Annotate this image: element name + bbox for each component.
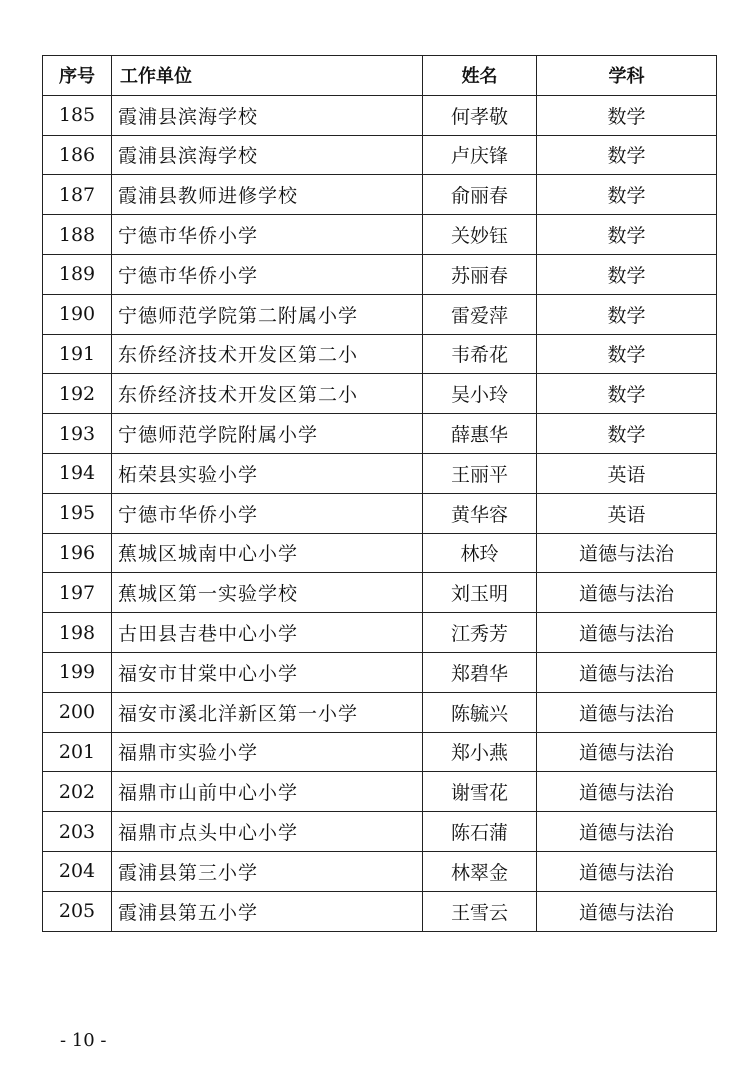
roster-table <box>42 55 717 932</box>
cell-name <box>423 215 537 255</box>
cell-subject-text: 数学 <box>607 105 646 128</box>
cell-name-text: 薛惠华 <box>450 424 508 447</box>
cell-no <box>43 732 112 772</box>
cell-subject-text: 数学 <box>607 185 646 208</box>
cell-unit <box>112 453 423 493</box>
cell-unit-text: 古田县吉巷中心小学 <box>118 623 299 646</box>
cell-unit <box>112 334 423 374</box>
cell-unit-text: 霞浦县滨海学校 <box>118 145 259 168</box>
cell-subject <box>537 175 717 215</box>
cell-name-text: 何孝敬 <box>450 105 508 128</box>
cell-no <box>43 254 112 294</box>
cell-name <box>423 851 537 891</box>
table-row <box>43 374 717 414</box>
cell-subject-text: 道德与法治 <box>578 861 674 884</box>
cell-subject <box>537 851 717 891</box>
cell-subject-text: 数学 <box>607 424 646 447</box>
cell-unit <box>112 891 423 931</box>
cell-no <box>43 215 112 255</box>
table-row <box>43 613 717 653</box>
cell-subject-text: 道德与法治 <box>578 782 674 805</box>
cell-unit <box>112 374 423 414</box>
cell-subject-text: 数学 <box>607 225 646 248</box>
cell-no <box>43 493 112 533</box>
cell-subject-text: 数学 <box>607 264 646 287</box>
cell-no-text: 204 <box>58 860 96 883</box>
table-row <box>43 891 717 931</box>
cell-subject-text: 英语 <box>607 503 646 526</box>
cell-subject-text: 道德与法治 <box>578 623 674 646</box>
cell-no-text: 191 <box>58 342 96 365</box>
cell-unit <box>112 732 423 772</box>
table-row <box>43 573 717 613</box>
table-row <box>43 772 717 812</box>
cell-no-text: 200 <box>58 701 96 724</box>
cell-name-text: 吴小玲 <box>450 384 508 407</box>
cell-no-text: 188 <box>58 223 96 246</box>
cell-unit-text: 蕉城区城南中心小学 <box>118 543 299 566</box>
cell-unit <box>112 613 423 653</box>
cell-name-text: 郑碧华 <box>450 662 508 685</box>
cell-name <box>423 453 537 493</box>
cell-name-text: 江秀芳 <box>450 623 508 646</box>
cell-no-text: 198 <box>58 621 96 644</box>
header-subject: 学科 <box>537 56 717 96</box>
cell-name <box>423 334 537 374</box>
cell-no <box>43 453 112 493</box>
cell-subject <box>537 334 717 374</box>
cell-unit-text: 宁德师范学院附属小学 <box>118 424 319 447</box>
cell-unit-text: 福鼎市点头中心小学 <box>118 822 299 845</box>
table-row <box>43 652 717 692</box>
cell-name <box>423 812 537 852</box>
table-row <box>43 732 717 772</box>
cell-unit-text: 东侨经济技术开发区第二小 <box>118 384 359 407</box>
table-row <box>43 812 717 852</box>
cell-subject <box>537 95 717 135</box>
cell-unit <box>112 493 423 533</box>
cell-no-text: 199 <box>58 661 96 684</box>
cell-unit <box>112 135 423 175</box>
cell-unit <box>112 175 423 215</box>
cell-no <box>43 652 112 692</box>
table-row <box>43 254 717 294</box>
cell-name <box>423 254 537 294</box>
cell-subject-text: 数学 <box>607 384 646 407</box>
table-row <box>43 334 717 374</box>
cell-no <box>43 175 112 215</box>
cell-name-text: 林翠金 <box>450 861 508 884</box>
cell-no <box>43 414 112 454</box>
cell-no-text: 192 <box>58 382 96 405</box>
cell-name-text: 韦希花 <box>450 344 508 367</box>
cell-subject-text: 道德与法治 <box>578 702 674 725</box>
cell-no-text: 203 <box>58 820 96 843</box>
cell-name <box>423 294 537 334</box>
table-row <box>43 414 717 454</box>
cell-subject <box>537 573 717 613</box>
cell-unit-text: 宁德市华侨小学 <box>118 225 259 248</box>
cell-no-text: 190 <box>58 303 96 326</box>
cell-subject <box>537 294 717 334</box>
cell-subject-text: 数学 <box>607 344 646 367</box>
cell-unit <box>112 414 423 454</box>
cell-unit-text: 宁德市华侨小学 <box>118 264 259 287</box>
cell-subject-text: 数学 <box>607 304 646 327</box>
table-body <box>43 95 717 931</box>
cell-no-text: 189 <box>58 263 96 286</box>
table-row <box>43 453 717 493</box>
cell-subject <box>537 891 717 931</box>
cell-no-text: 196 <box>58 541 96 564</box>
cell-no-text: 205 <box>58 900 96 923</box>
cell-no <box>43 812 112 852</box>
cell-subject <box>537 254 717 294</box>
cell-no <box>43 851 112 891</box>
cell-no-text: 197 <box>58 581 96 604</box>
cell-no <box>43 891 112 931</box>
header-name: 姓名 <box>423 56 537 96</box>
cell-name <box>423 135 537 175</box>
cell-name <box>423 652 537 692</box>
cell-unit <box>112 812 423 852</box>
page-number: - 10 - <box>60 1030 107 1051</box>
cell-subject <box>537 414 717 454</box>
cell-name-text: 俞丽春 <box>450 185 508 208</box>
cell-subject <box>537 772 717 812</box>
header-no: 序号 <box>43 56 112 96</box>
table-row <box>43 294 717 334</box>
cell-unit <box>112 254 423 294</box>
cell-name <box>423 175 537 215</box>
cell-subject-text: 英语 <box>607 463 646 486</box>
cell-unit <box>112 215 423 255</box>
cell-unit-text: 霞浦县第五小学 <box>118 901 259 924</box>
cell-name-text: 雷爱萍 <box>450 304 508 327</box>
cell-name <box>423 732 537 772</box>
cell-unit-text: 霞浦县第三小学 <box>118 861 259 884</box>
cell-unit-text: 东侨经济技术开发区第二小 <box>118 344 359 367</box>
cell-name <box>423 374 537 414</box>
cell-subject-text: 道德与法治 <box>578 822 674 845</box>
cell-no <box>43 374 112 414</box>
cell-subject-text: 道德与法治 <box>578 583 674 606</box>
cell-name-text: 王丽平 <box>450 463 508 486</box>
cell-name-text: 黄华容 <box>450 503 508 526</box>
cell-no <box>43 334 112 374</box>
cell-unit-text: 宁德市华侨小学 <box>118 503 259 526</box>
cell-unit <box>112 772 423 812</box>
cell-name-text: 陈毓兴 <box>450 702 508 725</box>
cell-unit <box>112 692 423 732</box>
cell-unit <box>112 294 423 334</box>
table-row <box>43 95 717 135</box>
cell-name <box>423 891 537 931</box>
cell-name <box>423 573 537 613</box>
cell-name-text: 王雪云 <box>450 901 508 924</box>
cell-no <box>43 573 112 613</box>
cell-no-text: 194 <box>58 462 96 485</box>
cell-name-text: 关妙钰 <box>450 225 508 248</box>
cell-name-text: 郑小燕 <box>450 742 508 765</box>
cell-no <box>43 772 112 812</box>
cell-name-text: 刘玉明 <box>450 583 508 606</box>
table-header-row <box>43 56 717 96</box>
cell-unit <box>112 652 423 692</box>
cell-no-text: 186 <box>58 143 96 166</box>
cell-subject <box>537 453 717 493</box>
cell-unit <box>112 851 423 891</box>
cell-subject <box>537 493 717 533</box>
cell-name <box>423 613 537 653</box>
cell-subject-text: 道德与法治 <box>578 901 674 924</box>
header-unit: 工作单位 <box>112 56 423 96</box>
cell-subject-text: 道德与法治 <box>578 543 674 566</box>
cell-unit <box>112 573 423 613</box>
cell-name <box>423 772 537 812</box>
cell-no <box>43 533 112 573</box>
cell-unit-text: 福鼎市山前中心小学 <box>118 782 299 805</box>
cell-subject <box>537 215 717 255</box>
cell-unit <box>112 533 423 573</box>
cell-no-text: 185 <box>58 104 96 127</box>
cell-name <box>423 533 537 573</box>
cell-subject <box>537 613 717 653</box>
cell-subject-text: 道德与法治 <box>578 742 674 765</box>
cell-unit-text: 霞浦县滨海学校 <box>118 105 259 128</box>
cell-no-text: 195 <box>58 502 96 525</box>
cell-name-text: 陈石蒲 <box>450 822 508 845</box>
cell-subject <box>537 732 717 772</box>
cell-no <box>43 95 112 135</box>
cell-name-text: 谢雪花 <box>450 782 508 805</box>
cell-unit-text: 霞浦县教师进修学校 <box>118 185 299 208</box>
table-row <box>43 215 717 255</box>
cell-subject <box>537 533 717 573</box>
table-row <box>43 135 717 175</box>
cell-name-text: 林玲 <box>460 543 499 566</box>
cell-no <box>43 294 112 334</box>
cell-no <box>43 692 112 732</box>
cell-subject <box>537 812 717 852</box>
cell-no-text: 202 <box>58 780 96 803</box>
cell-unit <box>112 95 423 135</box>
table-row <box>43 533 717 573</box>
table-row <box>43 692 717 732</box>
cell-no-text: 201 <box>58 740 96 763</box>
cell-unit-text: 福安市溪北洋新区第一小学 <box>118 702 359 725</box>
cell-subject <box>537 135 717 175</box>
cell-subject <box>537 692 717 732</box>
cell-no <box>43 135 112 175</box>
cell-subject-text: 数学 <box>607 145 646 168</box>
cell-unit-text: 蕉城区第一实验学校 <box>118 583 299 606</box>
cell-unit-text: 福鼎市实验小学 <box>118 742 259 765</box>
cell-name <box>423 692 537 732</box>
cell-unit-text: 宁德师范学院第二附属小学 <box>118 304 359 327</box>
table-row <box>43 175 717 215</box>
cell-unit-text: 福安市甘棠中心小学 <box>118 662 299 685</box>
cell-unit-text: 柘荣县实验小学 <box>118 463 259 486</box>
table-row <box>43 851 717 891</box>
cell-name <box>423 493 537 533</box>
cell-subject-text: 道德与法治 <box>578 662 674 685</box>
cell-no <box>43 613 112 653</box>
cell-no-text: 187 <box>58 183 96 206</box>
cell-name <box>423 414 537 454</box>
cell-subject <box>537 652 717 692</box>
cell-no-text: 193 <box>58 422 96 445</box>
cell-name <box>423 95 537 135</box>
cell-subject <box>537 374 717 414</box>
table-row <box>43 493 717 533</box>
cell-name-text: 卢庆锋 <box>450 145 508 168</box>
cell-name-text: 苏丽春 <box>450 264 508 287</box>
